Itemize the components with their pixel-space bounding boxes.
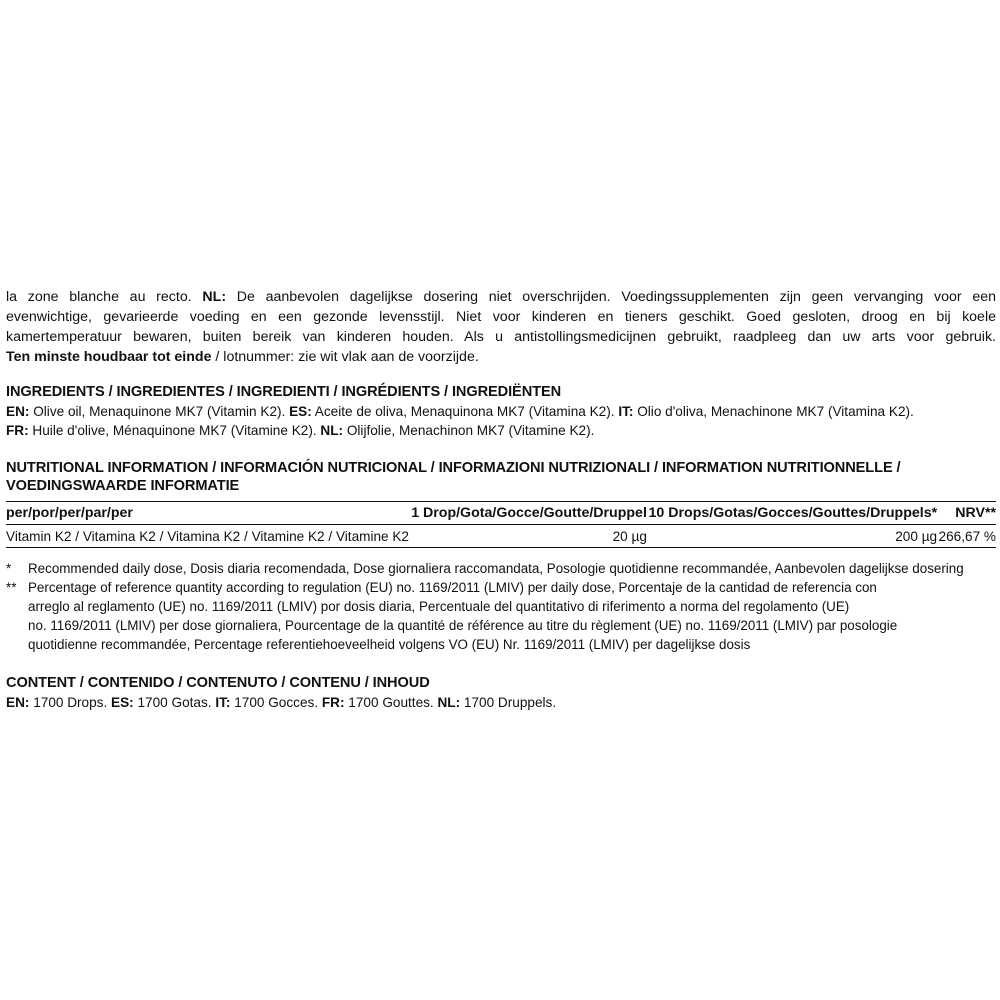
column-header-1-drop: 1 Drop/Gota/Gocce/Goutte/Druppel: [409, 502, 647, 525]
table-row: [6, 525, 996, 548]
warnings-line: la zone blanche au recto. NL: De aanbevolen dagelijkse dosering niet overschrijden. Voedingssupplementen zijn geen vervanging voor een: [6, 289, 996, 305]
nutrition-heading: NUTRITIONAL INFORMATION / INFORMACIÓN NUTRICIONAL / INFORMAZIONI NUTRIZIONALI / INFORMATION NUTRITIONNELLE /: [6, 460, 901, 476]
nutrition-table-header: [6, 502, 996, 525]
column-header-nrv: NRV**: [937, 502, 996, 525]
nutrition-table: [6, 501, 996, 548]
warnings-paragraph: [6, 287, 996, 367]
warnings-line: kamertemperatuur bewaren, buiten bereik van kinderen houden. Als u antistollingsmedicijnen gebruikt, raadpleeg dan uw arts voor gebruik.: [6, 329, 996, 345]
content-line: EN: 1700 Drops. ES: 1700 Gotas. IT: 1700 Gocces. FR: 1700 Gouttes. NL: 1700 Druppels.: [6, 695, 557, 710]
ingredients-heading: INGREDIENTS / INGREDIENTES / INGREDIENTI / INGRÉDIENTS / INGREDIËNTEN: [6, 384, 562, 400]
nutrient-per-drop: 20 µg: [409, 525, 647, 548]
content-heading: CONTENT / CONTENIDO / CONTENUTO / CONTENU / INHOUD: [6, 675, 430, 691]
ingredients-line: EN: Olive oil, Menaquinone MK7 (Vitamin K2). ES: Aceite de oliva, Menaquinona MK7 (Vitamina K2). IT: Olio d'oliva, Menachinone MK7 (Vitamina K2).: [6, 404, 914, 419]
footnote-reference-quantity: ** Percentage of reference quantity according to regulation (EU) no. 1169/2011 (LMIV) per daily dose, Porcentaje de la cantidad de referencia con arreglo al reglamento (UE) no. 1169/2011 (LMIV) por dosis diaria, Percentuale del quantitativo di riferimento a norma del regolamento (UE) no. 1169/2011 (LMIV) per dose giornaliera, Pourcentage de la quantité de référence au titre du règlement (UE) no. 1169/2011 (LMIV) par posologie quotidienne recommandée, Percentage referentiehoeveelheid volgens VO (EU) Nr. 1169/2011 (LMIV) per dagelijkse dosis: [6, 580, 898, 652]
nutrition-heading-2: VOEDINGSWAARDE INFORMATIE: [6, 478, 240, 494]
nutrient-nrv: 266,67 %: [937, 525, 996, 548]
warnings-line: evenwichtige, gevarieerde voeding en een gezonde levensstijl. Niet voor kinderen en tieners geschikt. Goed gesloten, droog en bij koele: [6, 309, 996, 325]
warnings-line: Ten minste houdbaar tot einde / lotnummer: zie wit vlak aan de voorzijde.: [6, 349, 479, 365]
ingredients-line: FR: Huile d'olive, Ménaquinone MK7 (Vitamine K2). NL: Olijfolie, Menachinon MK7 (Vitamine K2).: [6, 423, 595, 438]
column-header-10-drops: 10 Drops/Gotas/Gocces/Gouttes/Druppels*: [647, 502, 937, 525]
nutrient-per-10-drops: 200 µg: [647, 525, 937, 548]
nutrient-name: Vitamin K2 / Vitamina K2 / Vitamina K2 / Vitamine K2 / Vitamine K2: [6, 525, 409, 548]
column-header-per: per/por/per/par/per: [6, 502, 409, 525]
footnote-daily-dose: * Recommended daily dose, Dosis diaria recomendada, Dose giornaliera raccomandata, Posologie quotidienne recommandée, Aanbevolen dagelijkse dosering: [6, 561, 964, 576]
